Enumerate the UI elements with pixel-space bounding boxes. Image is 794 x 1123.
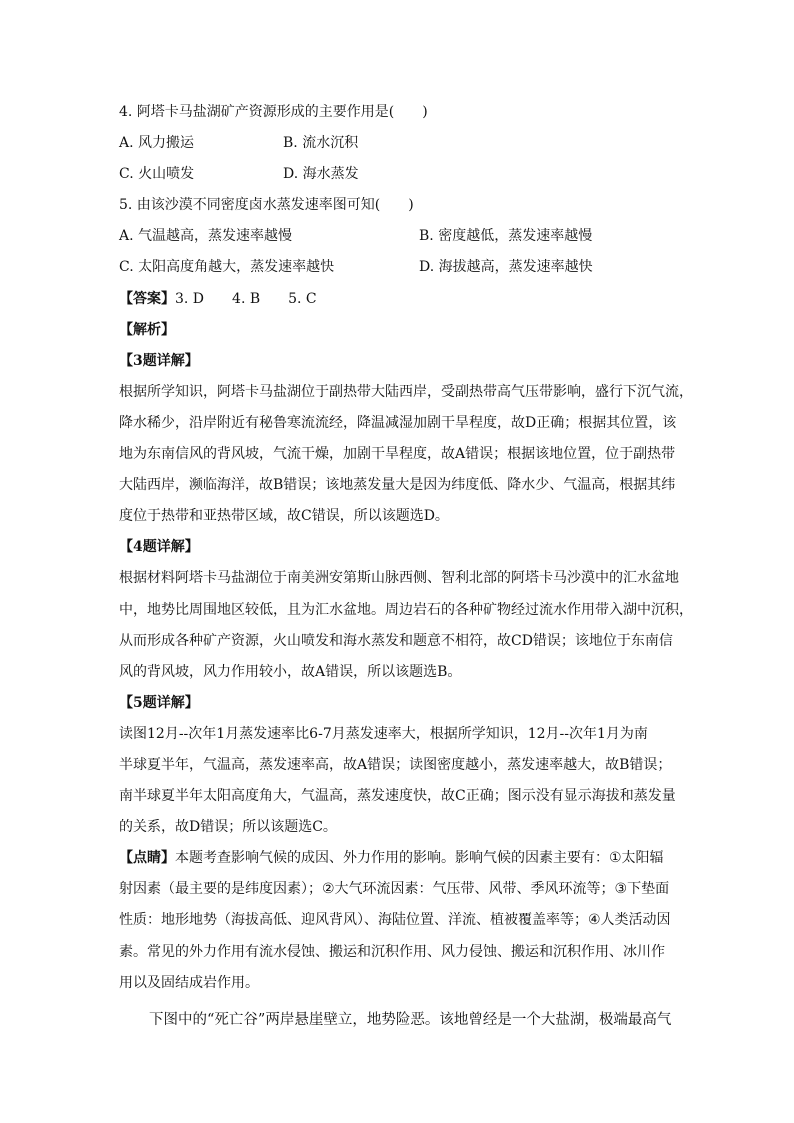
q4-detail-heading: 【4题详解】 <box>119 539 199 556</box>
q5-detail-heading: 【5题详解】 <box>119 694 199 711</box>
question-4-option-d: D. 海水蒸发 <box>283 166 359 183</box>
question-5-option-c: C. 太阳高度角越大，蒸发速率越快 <box>119 259 335 276</box>
q3-detail-line: 降水稀少，沿岸附近有秘鲁寒流流经，降温减湿加剧干旱程度，故D正确；根据其位置，该 <box>119 414 677 431</box>
q3-detail-line: 根据所学知识，阿塔卡马盐湖位于副热带大陆西岸，受副热带高气压带影响，盛行下沉气流， <box>119 383 693 400</box>
tip-line: 性质：地形地势（海拔高低、迎风背风）、海陆位置、洋流、植被覆盖率等；④人类活动因 <box>119 912 671 929</box>
tip-text: 本题考查影响气候的成因、外力作用的影响。影响气候的因素主要有：①太阳辐 <box>175 850 664 867</box>
q5-detail-line: 半球夏半年，气温高，蒸发速率高，故A错误；读图密度越小，蒸发速率越大，故B错误； <box>119 756 672 773</box>
answer-value: 3. D 4. B 5. C <box>175 290 317 307</box>
q3-detail-line: 地为东南信风的背风坡，气流干燥，加剧干旱程度，故A错误；根据该地位置，位于副热带 <box>119 446 676 463</box>
question-4-option-a: A. 风力搬运 <box>119 135 195 152</box>
tip-line: 射因素（最主要的是纬度因素）；②大气环流因素：气压带、风带、季风环流等；③下垫面 <box>119 881 670 898</box>
page-content <box>119 97 719 1036</box>
tip-first-line <box>119 843 719 874</box>
question-4-option-c: C. 火山喷发 <box>119 166 195 183</box>
question-5-option-a: A. 气温越高，蒸发速率越慢 <box>119 228 293 245</box>
question-5-option-b: B. 密度越低，蒸发速率越慢 <box>419 228 593 245</box>
q4-detail-line: 风的背风坡，风力作用较小，故A错误，所以该题选B。 <box>119 663 462 680</box>
question-5-option-d: D. 海拔越高，蒸发速率越快 <box>419 259 593 276</box>
q3-detail-line: 大陆西岸，濒临海洋，故B错误；该地蒸发量大是因为纬度低、降水少、气温高，根据其纬 <box>119 477 676 494</box>
tip-line: 用以及固结成岩作用。 <box>119 974 259 991</box>
q3-detail-line: 度位于热带和亚热带区域，故C错误，所以该题选D。 <box>119 508 449 525</box>
next-question-intro: 下图中的“死亡谷”两岸悬崖壁立，地势险恶。该地曾经是一个大盐湖，极端最高气 <box>149 1011 672 1028</box>
q4-detail-line: 从而形成各种矿产资源，火山喷发和海水蒸发和题意不相符，故CD错误；该地位于东南信 <box>119 632 673 649</box>
question-4-options-row-1 <box>119 128 719 159</box>
question-4-options-row-2 <box>119 159 719 190</box>
q4-detail-line: 根据材料阿塔卡马盐湖位于南美洲安第斯山脉西侧、智利北部的阿塔卡马沙漠中的汇水盆地 <box>119 570 679 587</box>
question-5-stem: 5. 由该沙漠不同密度卤水蒸发速率图可知( ) <box>119 197 414 214</box>
tip-line: 素。常见的外力作用有流水侵蚀、搬运和沉积作用、风力侵蚀、搬运和沉积作用、冰川作 <box>119 943 665 960</box>
question-5-options-row-1 <box>119 221 719 252</box>
q3-detail-heading: 【3题详解】 <box>119 352 199 369</box>
q5-detail-line: 南半球夏半年太阳高度角大，气温高，蒸发速度快，故C正确；图示没有显示海拔和蒸发量 <box>119 788 676 805</box>
question-4-stem: 4. 阿塔卡马盐湖矿产资源形成的主要作用是( ) <box>119 104 428 120</box>
q5-detail-line: 的关系，故D错误；所以该题选C。 <box>119 819 337 836</box>
analysis-heading: 【解析】 <box>119 321 175 338</box>
q4-detail-line: 中，地势比周围地区较低，且为汇水盆地。周边岩石的各种矿物经过流水作用带入湖中沉积， <box>119 601 693 618</box>
question-5-options-row-2 <box>119 252 719 283</box>
q5-detail-line: 读图12月--次年1月蒸发速率比6-7月蒸发速率大，根据所学知识，12月--次年1月为南 <box>119 725 648 742</box>
answer-label: 【答案】 <box>119 290 175 307</box>
question-4-option-b: B. 流水沉积 <box>283 135 359 152</box>
tip-label: 【点睛】 <box>119 850 175 867</box>
answer-line <box>119 284 719 315</box>
